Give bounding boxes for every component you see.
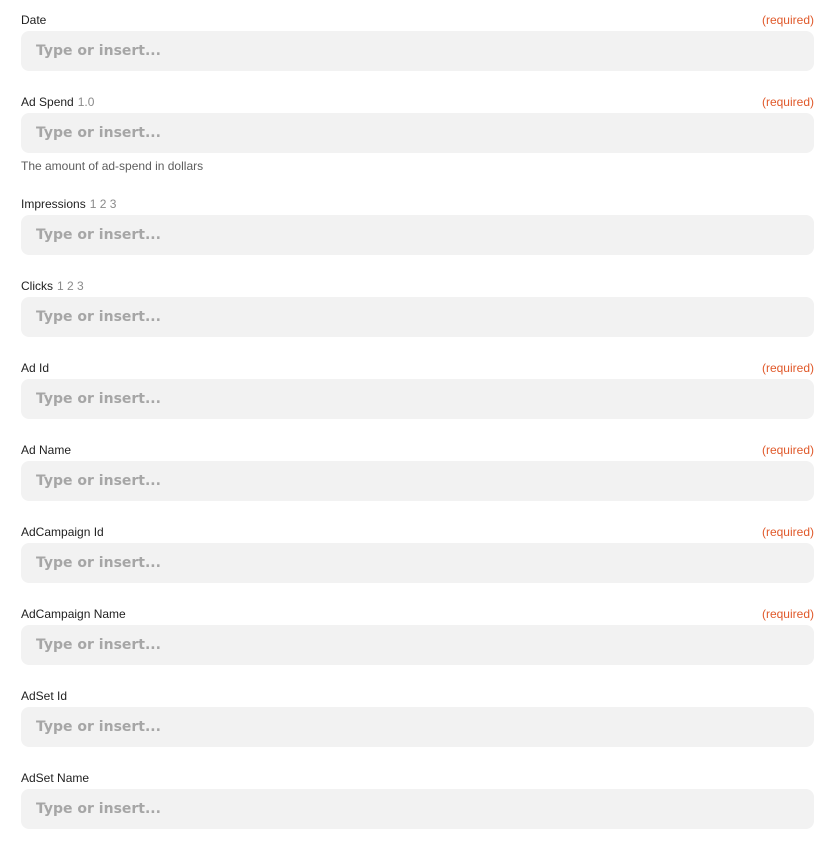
field-label: AdCampaign Name (21, 607, 126, 621)
field-label-row (21, 92, 814, 112)
ad-id-input[interactable] (21, 379, 814, 419)
field-label: AdSet Name (21, 771, 90, 785)
field-label: Ad Name (21, 443, 72, 457)
adcampaign-name-input[interactable] (21, 625, 814, 665)
adset-name-input[interactable] (21, 789, 814, 829)
field-ad-spend (21, 92, 814, 173)
field-help-text: The amount of ad-spend in dollars (21, 159, 204, 173)
field-ad-name (21, 440, 814, 460)
field-label-row (21, 440, 814, 460)
field-label: Ad Spend (21, 95, 74, 109)
impressions-input[interactable] (21, 215, 814, 255)
field-date (21, 10, 814, 30)
adcampaign-id-input[interactable] (21, 543, 814, 583)
required-indicator: (required) (761, 525, 814, 539)
field-adset-name (21, 768, 814, 788)
field-adcampaign-name (21, 604, 814, 624)
field-label-row (21, 358, 814, 378)
required-indicator: (required) (761, 443, 814, 457)
field-label-row (21, 768, 814, 788)
required-indicator: (required) (761, 95, 814, 109)
field-hint: 1.0 (77, 95, 95, 109)
field-label: Impressions (21, 197, 86, 211)
field-adcampaign-id (21, 522, 814, 542)
field-adset-id (21, 686, 814, 706)
date-input[interactable] (21, 31, 814, 71)
field-clicks (21, 276, 814, 296)
field-hint: 1 2 3 (57, 279, 84, 293)
required-indicator: (required) (761, 361, 814, 375)
field-label: Clicks (21, 279, 53, 293)
adset-id-input[interactable] (21, 707, 814, 747)
clicks-input[interactable] (21, 297, 814, 337)
field-impressions (21, 194, 814, 214)
field-label-row (21, 194, 814, 214)
field-label-row (21, 276, 814, 296)
field-ad-id (21, 358, 814, 378)
ad-spend-input[interactable] (21, 113, 814, 153)
field-label: AdSet Id (21, 689, 68, 703)
field-label: AdCampaign Id (21, 525, 104, 539)
field-label-row (21, 522, 814, 542)
required-indicator: (required) (761, 607, 814, 621)
field-label-row (21, 604, 814, 624)
field-hint: 1 2 3 (89, 197, 117, 211)
field-label-row (21, 686, 814, 706)
field-label: Date (21, 13, 47, 27)
field-label: Ad Id (21, 361, 50, 375)
field-label-row (21, 10, 814, 30)
ad-name-input[interactable] (21, 461, 814, 501)
required-indicator: (required) (761, 13, 814, 27)
